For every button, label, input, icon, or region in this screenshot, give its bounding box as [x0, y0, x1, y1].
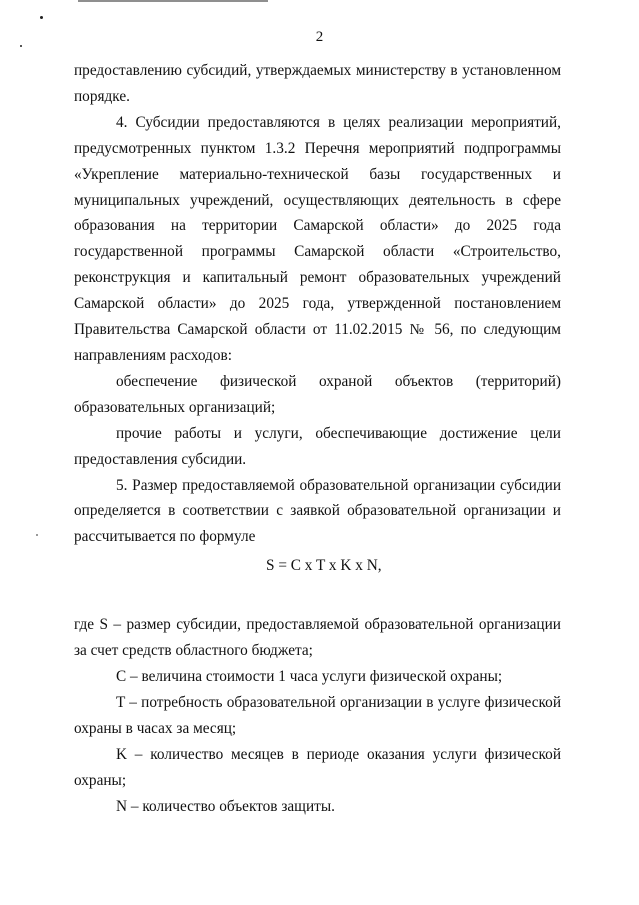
definition-s: где S – размер субсидии, предоставляемой образовательной организации за счет средств областного бюджета;: [74, 616, 561, 660]
scan-speck: [40, 16, 43, 19]
definition-c: C – величина стоимости 1 часа услуги физической охраны;: [116, 668, 503, 686]
formula: S = C x T x K x N,: [266, 557, 382, 575]
paragraph-5: 5. Размер предоставляемой образовательной организации субсидии определяется в соответствии с заявкой образовательной организации и рассчитывается по формуле: [74, 476, 561, 546]
definition-k: K – количество месяцев в периоде оказания услуги физической охраны;: [74, 745, 561, 789]
scan-speck: [36, 534, 38, 536]
top-edge-rule: [78, 0, 268, 2]
definition-t: T – потребность образовательной организации в услуге физической охраны в часах за месяц;: [74, 693, 561, 737]
document-body: [74, 58, 561, 819]
paragraph-continuation: предоставлению субсидий, утверждаемых министерству в установленном порядке.: [74, 62, 561, 105]
paragraph-direction-1: обеспечение физической охраной объектов (территорий) образовательных организаций;: [74, 372, 561, 416]
paragraph-4: 4. Субсидии предоставляются в целях реализации мероприятий, предусмотренных пунктом 1.3.2 Перечня мероприятий подпрограммы «Укрепление материально-технической базы государственных и муниципальных учреждений, осуществляющих деятельность в сфере образования на территории Самарской области» до 2025 года государственной программы Самарской области «Строительство, реконструкция и капитальный ремонт образовательных учреждений Самарской области» до 2025 года, утвержденной постановлением Правительства Самарской области от 11.02.2015 № 56, по следующим направлениям расходов:: [74, 113, 561, 364]
paragraph-direction-2: прочие работы и услуги, обеспечивающие достижение цели предоставления субсидии.: [74, 424, 561, 468]
formula-spacer: [74, 582, 561, 612]
definition-n: N – количество объектов защиты.: [116, 797, 335, 815]
page-number: 2: [315, 29, 324, 45]
